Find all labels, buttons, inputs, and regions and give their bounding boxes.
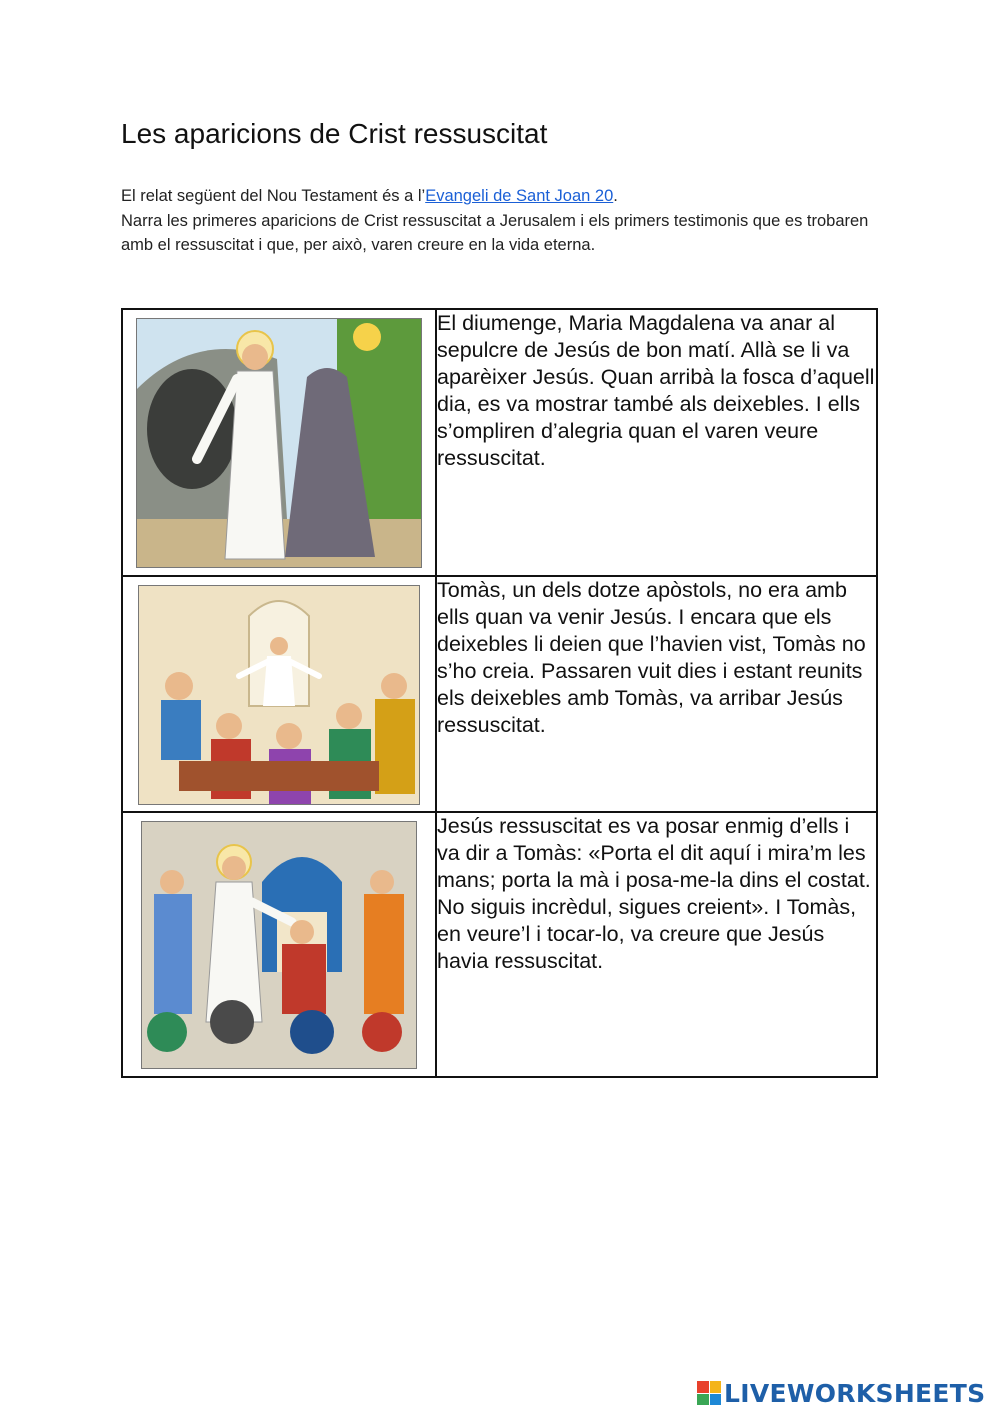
image-cell <box>122 309 436 576</box>
page-title: Les aparicions de Crist ressuscitat <box>121 118 548 149</box>
intro-suffix: . <box>613 187 618 205</box>
jesus-and-thomas-illustration <box>141 821 417 1069</box>
image-cell <box>122 576 436 812</box>
liveworksheets-logo <box>697 1378 985 1408</box>
table-row <box>122 576 877 812</box>
text-cell: Jesús ressuscitat es va posar enmig d’ells i va dir a Tomàs: «Porta el dit aquí i mira’m les mans; porta la mà i posa-me-la dins el costat. No siguis incrèdul, sigues creient». I Tomàs, en veure’l i tocar-lo, va creure que Jesús havia ressuscitat. <box>436 812 877 1077</box>
table-row <box>122 309 877 576</box>
jesus-appears-to-disciples-illustration <box>138 585 420 805</box>
logo-square-red <box>697 1381 709 1393</box>
logo-square-green <box>697 1394 709 1406</box>
jesus-and-mary-magdalene-at-tomb-illustration <box>136 318 422 568</box>
story-table <box>121 308 878 1078</box>
logo-text: LIVEWORKSHEETS <box>724 1378 986 1408</box>
gospel-link[interactable]: Evangeli de Sant Joan 20 <box>425 187 614 205</box>
logo-mark-icon <box>697 1381 721 1405</box>
logo-square-blue <box>710 1394 722 1406</box>
table-row <box>122 812 877 1077</box>
text-cell: Tomàs, un dels dotze apòstols, no era amb ells quan va venir Jesús. I encara que els deixebles li deien que l’havien vist, Tomàs no s’ho creia. Passaren vuit dies i estant reunits els deixebles amb Tomàs, va arribar Jesús ressuscitat. <box>436 576 877 812</box>
image-cell <box>122 812 436 1077</box>
logo-square-yellow <box>710 1381 722 1393</box>
intro-paragraph <box>121 184 881 258</box>
intro-line-2: Narra les primeres aparicions de Crist ressuscitat a Jerusalem i els primers testimonis que es trobaren amb el ressuscitat i que, per això, varen creure en la vida eterna. <box>121 211 869 254</box>
intro-line-1 <box>121 184 881 209</box>
text-cell: El diumenge, Maria Magdalena va anar al sepulcre de Jesús de bon matí. Allà se li va aparèixer Jesús. Quan arribà la fosca d’aquell dia, es va mostrar també als deixebles. I ells s’ompliren d’alegria quan el varen veure ressuscitat. <box>436 309 877 576</box>
intro-prefix: El relat següent del Nou Testament és a l’ <box>121 187 426 205</box>
